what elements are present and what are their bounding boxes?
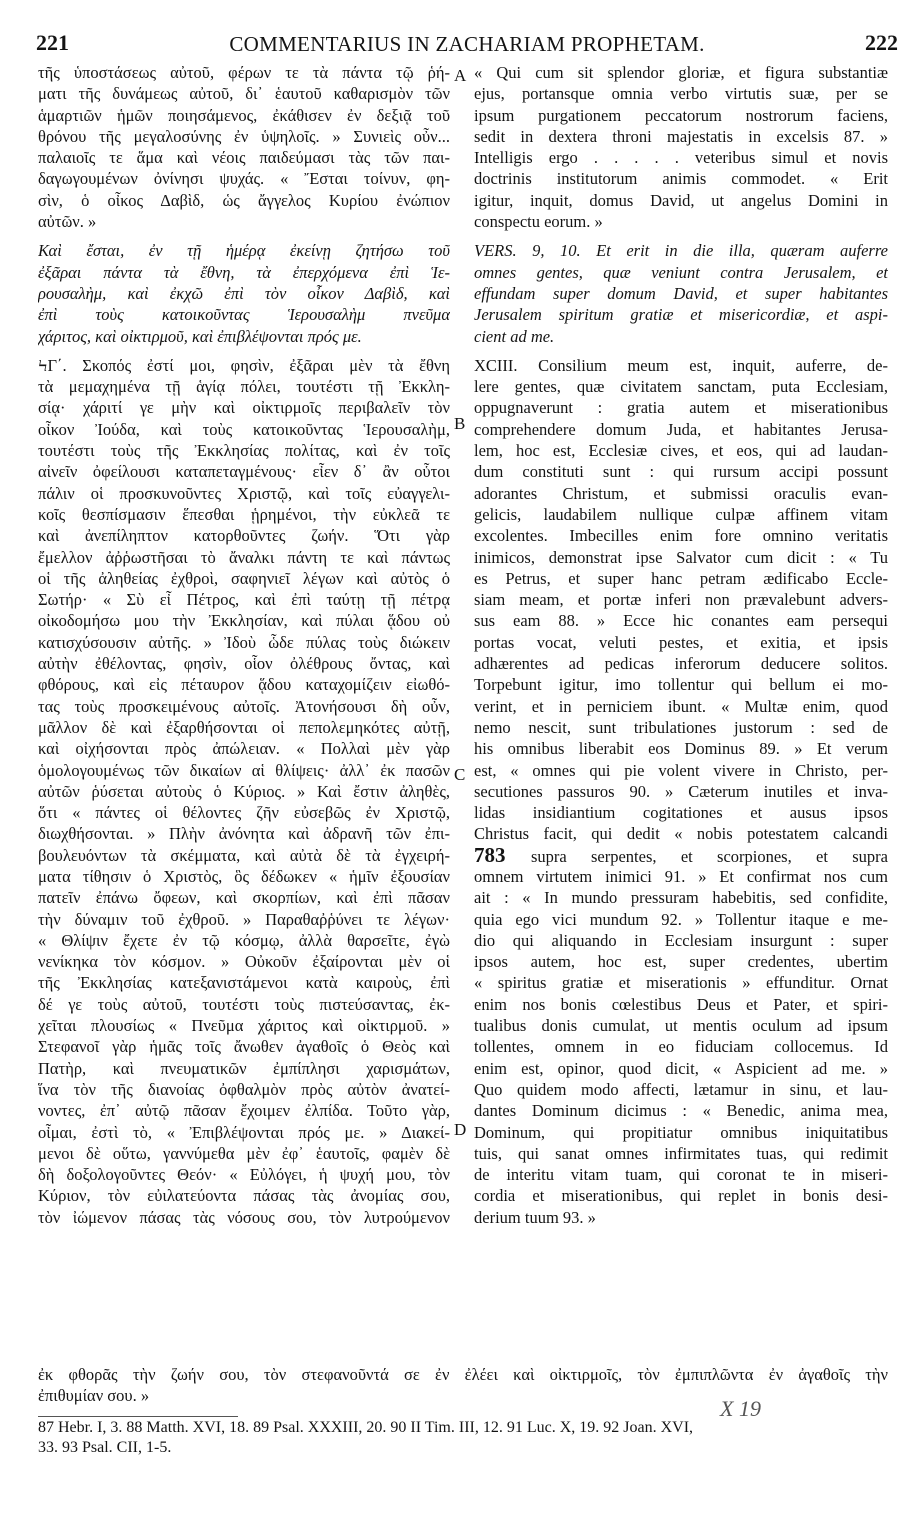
text-line: excolentes. Imbecilles enim fore omnino veritatis bbox=[474, 526, 888, 546]
text-line: « Θλίψιν ἔχετε ἐν τῷ κόσμῳ, ἀλλὰ θαρσεῖτε, ἐγὼ bbox=[38, 930, 450, 950]
text-line: adorantes Christum, et submissi oraculis evan- bbox=[474, 483, 888, 503]
text-line: οἰκοδομήσω μου τὴν Ἐκκλησίαν, καὶ πύλαι ᾅδου οὐ bbox=[38, 611, 450, 631]
text-line: Quo quidem modo affecti, lætamur in sinu, et lau- bbox=[474, 1079, 888, 1099]
text-line: lidas insidiantium cogitationes et ausus ipsos bbox=[474, 803, 888, 823]
text-line: ματα τίθησιν ὁ Χριστὸς, ὃς δέδωκεν « ἡμῖν ἐξουσίαν bbox=[38, 866, 450, 886]
text-line: Καὶ ἔσται, ἐν τῇ ἡμέρᾳ ἐκείνῃ ζητήσω τοῦ bbox=[38, 241, 450, 261]
text-line: siam meam, et portæ inferi non prævalebunt advers- bbox=[474, 590, 888, 610]
text-line: ἵνα τὸν τῆς διανοίας ὀφθαλμὸν πρὸς αὐτὸν ἀνατεί- bbox=[38, 1079, 450, 1099]
text-line: conspectu eorum. » bbox=[474, 212, 603, 232]
text-line: « Qui cum sit splendor gloriæ, et figura substantiæ bbox=[474, 63, 888, 82]
page-number-left: 221 bbox=[36, 30, 69, 55]
text-line: νοντες, ἐπ᾽ αὐτῷ πᾶσαν ἔχοιμεν ἐλπίδα. Τοῦτο γὰρ, bbox=[38, 1101, 450, 1121]
text-line: τὰ μεμαχημένα τῇ ἁγίᾳ πόλει, τουτέστι τῇ Ἐκκλη- bbox=[38, 377, 450, 397]
text-line: Σωτήρ· « Σὺ εἶ Πέτρος, καὶ ἐπὶ ταύτῃ τῇ πέτρᾳ bbox=[38, 590, 450, 610]
text-line: κατισχύσουσιν αὐτῆς. » Ἰδοὺ ὧδε πύλας τοὺς διώκειν bbox=[38, 632, 450, 652]
text-line: quia ego vici mundum 92. » Tollentur itaque e me- bbox=[474, 909, 888, 929]
text-line: διωχθήσονται. » Πλὴν ἀνόνητα καὶ ἀδρανῆ τῶν ἐπι- bbox=[38, 824, 450, 844]
text-line: ἔμελλον ἀῤῥωστῆσαι τὸ ἄναλκι πάντη τε καὶ πάντως bbox=[38, 547, 450, 567]
text-line: μᾶλλον δὲ καὶ ἐξαρθήσονται οἱ πεπολεμηκότες αὐτῇ, bbox=[38, 717, 450, 737]
text-line: οἱ τῆς ἀληθείας ἐχθροὶ, σαφηνιεῖ λέγων καὶ αὐτὸς ὁ bbox=[38, 568, 450, 588]
text-line: cient ad me. bbox=[474, 326, 555, 346]
text-line: καὶ οἰχήσονται πρὸς ἀπώλειαν. « Πολλαὶ μὲν γὰρ bbox=[38, 739, 450, 759]
text-line: ὅτι « πάντες οἱ θέλοντες ζῆν εὐσεβῶς ἐν Χριστῷ, bbox=[38, 803, 450, 823]
text-line: βουλευόντων τὰ σκέμματα, καὶ αὐτὰ δὲ τὰ ἐγχειρή- bbox=[38, 845, 450, 865]
text-line: σὶν, ὁ οἶκος Δαβὶδ, ὡς ἄγγελος Κυρίου ἐνώπιον bbox=[38, 190, 450, 210]
text-line: μενοι δὲ οὕτω, γαννύμεθα μὲν ἐφ᾽ ἑαυτοῖς, φαμὲν δὲ bbox=[38, 1143, 450, 1163]
text-line: ἐπιθυμίαν σου. » bbox=[38, 1386, 150, 1406]
text-line: dantes Dominum dicimus : « Benedic, anima mea, bbox=[474, 1101, 888, 1121]
text-line: θρόνου τῆς μεγαλοσύνης ἐν ὑψηλοῖς. » Συνιεὶς οὖν... bbox=[38, 126, 450, 146]
text-line: est, « omnes qui pie volent vivere in Christo, per- bbox=[474, 760, 888, 780]
text-line: οἶκον Ἰούδα, καὶ τοὺς κατοικοῦντας Ἱερουσαλὴμ, bbox=[38, 419, 450, 439]
footnote-line: 87 Hebr. I, 3. 88 Matth. XVI, 18. 89 Psal. XXXIII, 20. 90 II Tim. III, 12. 91 Luc. X, 19. 92 Joan. XVI, bbox=[38, 1419, 694, 1436]
text-line: ρουσαλὴμ, καὶ ἐκχῶ ἐπὶ τὸν οἶκον Δαβὶδ, καὶ bbox=[38, 283, 450, 303]
text-line: oppugnaverunt : gratia autem et miserationibus bbox=[474, 398, 888, 418]
text-line: φθόρους, καὶ εἰς πέταυρον ᾅδου καταχομίζειν εἰωθό- bbox=[38, 675, 450, 695]
text-line: Christus facit, qui dedit « nobis potestatem calcandi bbox=[474, 824, 888, 844]
text-line: καὶ ἀνεπίληπτον κατορθοῦντες ζωήν. Ὅτι γὰρ bbox=[38, 526, 450, 546]
margin-letter-b: B bbox=[454, 414, 466, 433]
text-line: inimicos, demonstrat ipse Salvator cum dicit : « Tu bbox=[474, 547, 888, 567]
text-line: ἁμαρτιῶν ἡμῶν ποιησάμενος, ἐκάθισεν ἐν δεξιᾷ τοῦ bbox=[38, 105, 450, 125]
text-line: secutiones passuros 90. » Cæterum inutiles et inva- bbox=[474, 781, 888, 801]
text-line: ejus, portansque omnia verbo virtutis suæ, per se bbox=[474, 84, 888, 104]
text-line: δαγωγουμένων ὀνίνησι ψυχάς. « Ἔσται τοίνυν, φη- bbox=[38, 169, 450, 189]
text-line: Στεφανοῖ γὰρ ἡμᾶς τοῖς ἄνωθεν ἀγαθοῖς ὁ Θεὸς καὶ bbox=[38, 1037, 450, 1057]
text-line: portas vocat, veluti pestes, et exitia, et ipsis bbox=[474, 632, 888, 652]
text-line: χεῖται πλουσίως « Πνεῦμα χάριτος καὶ οἰκτιρμοῦ. » bbox=[38, 1016, 450, 1036]
text-line: igitur, inquit, domus David, ut angelus Domini in bbox=[474, 190, 888, 210]
text-line: τὴν δύναμιν τοῦ ἐχθροῦ. » Παραθαῤῥύνει τε λέγων· bbox=[38, 909, 450, 929]
text-line: δὴ δοξολογοῦντες Θεόν· « Εὐλόγει, ἡ ψυχή μου, τὸν bbox=[38, 1165, 450, 1185]
text-line: τῆς Ἐκκλησίας κατεξανιστάμενοι κατὰ καιροὺς, ἐπὶ bbox=[38, 973, 450, 993]
page-number-right: 222 bbox=[865, 30, 898, 55]
text-line: Dominum, qui propitiatur omnibus iniquitatibus bbox=[474, 1122, 888, 1142]
text-line: gelicis, laudabilem nullique culpæ affinem vitam bbox=[474, 504, 888, 524]
text-line: derium tuum 93. » bbox=[474, 1207, 596, 1227]
text-line: Torpebunt igitur, imo tollentur qui bellum ei mo- bbox=[474, 675, 888, 695]
text-line: Jerusalem spiritum gratiæ et misericordiæ, et aspi- bbox=[474, 305, 888, 325]
text-line: ὁμολογουμένως τῶν δικαίων αἱ θλίψεις· ἀλλ᾽ ἐκ πασῶν bbox=[38, 760, 450, 780]
text-line: ἐκ φθορᾶς τὴν ζωήν σου, τὸν στεφανοῦντά σε ἐν ἐλέει καὶ οἰκτιρμοῖς, τὸν ἐμπιπλῶντα ἐν ἀγαθοῖς τὴν bbox=[38, 1365, 888, 1384]
text-line: τῆς ὑποστάσεως αὐτοῦ, φέρων τε τὰ πάντα τῷ ῥή- bbox=[38, 63, 450, 82]
latin-column bbox=[474, 62, 888, 1228]
text-line: παλαιοῖς τε ἅμα καὶ νέοις παιδεύμασι τὰς τῶν παι- bbox=[38, 148, 450, 168]
footnote-line: 33. 93 Psal. CII, 1-5. bbox=[38, 1439, 172, 1456]
text-line: doctrinis institutorum animis commodet. « Erit bbox=[474, 169, 888, 189]
text-line: sus eam 88. » Ecce hic conantes eam persequi bbox=[474, 611, 888, 631]
text-line: ἐξᾶραι πάντα τὰ ἔθνη, τὰ ἐπερχόμενα ἐπὶ Ἱε- bbox=[38, 262, 450, 282]
text-line: σίᾳ· χάριτί γε μὴν καὶ οἰκτιρμοῖς περιβαλεῖν τὸν bbox=[38, 398, 450, 418]
paragraph-gap bbox=[474, 232, 888, 240]
text-line: XCIII. Consilium meum est, inquit, auferre, de- bbox=[474, 355, 888, 375]
text-line: αὐτῶν ῥύσεται αὐτοὺς ὁ Κύριος. » Καὶ ἔστιν ἀληθὲς, bbox=[38, 781, 450, 801]
text-line: αὐτῶν. » bbox=[38, 212, 97, 232]
text-line: effundam super domum David, et super habitantes bbox=[474, 283, 888, 303]
text-line: tualibus donis cumulat, ut mentis oculum ad ipsum bbox=[474, 1016, 888, 1036]
text-line: δέ γε τοὺς αὐτοῦ, τουτέστι τοὺς πιστεύσαντας, ἐκ- bbox=[38, 994, 450, 1014]
margin-letter-a: A bbox=[454, 66, 467, 85]
text-line: adhærentes ad pedicas inferorum deducere solitos. bbox=[474, 654, 888, 674]
text-line: Κύριον, τὸν εὐιλατεύοντα πάσας τὰς ἀνομίας σου, bbox=[38, 1186, 450, 1206]
text-line: es Petrus, et super hanc petram ædificabo Eccle- bbox=[474, 568, 888, 588]
page-header bbox=[36, 30, 898, 60]
running-title: COMMENTARIUS IN ZACHARIAM PROPHETAM. bbox=[229, 32, 705, 56]
text-line: de interitu vitam tuam, qui coronat te in miseri- bbox=[474, 1165, 888, 1185]
footnote-rule bbox=[38, 1416, 238, 1417]
text-line: ipsos autem, hoc est, super credentes, ubertim bbox=[474, 952, 888, 972]
text-line: his omnibus liberabit eos Dominus 89. » Et verum bbox=[474, 739, 888, 759]
text-line: enim est, opinor, quod dicit, « Aspicient ad me. » bbox=[474, 1058, 888, 1078]
text-line: comprehendere domum Juda, et habitantes Jerusa- bbox=[474, 419, 888, 439]
text-line: Intelligis ergo . . . . . veteribus simul et novis bbox=[474, 148, 888, 168]
text-line: τὸν ἰώμενον πάσας τὰς νόσους σου, τὸν λυτρούμενον bbox=[38, 1207, 450, 1227]
text-line: αὐτὴν ἐθέλοντας, φησὶν, οἷον ὀλέθρους ὄντας, καὶ bbox=[38, 654, 450, 674]
text-line: κοῖς θεσπίσμασιν ἕπεσθαι ᾑρημένοι, τὴν εὐκλεᾶ τε bbox=[38, 504, 450, 524]
column-number: 783 bbox=[474, 844, 531, 866]
text-line: cordia et miserationibus, qui replet in bonis desi- bbox=[474, 1186, 888, 1206]
text-line: χάριτος, καὶ οἰκτιρμοῦ, καὶ ἐπιβλέψονται πρός με. bbox=[38, 326, 362, 346]
text-line: τας τοὺς προσκειμένους αὐτοῖς. Ἀτονήσουσι δὴ οὖν, bbox=[38, 696, 450, 716]
text-line: πατεῖν ἐπάνω ὄφεων, καὶ σκορπίων, καὶ ἐπὶ πᾶσαν bbox=[38, 888, 450, 908]
margin-letter-d: D bbox=[454, 1120, 467, 1139]
text-line: omnes gentes, quæ veniunt contra Jerusalem, et bbox=[474, 262, 888, 282]
handwritten-mark: X 19 bbox=[720, 1396, 761, 1421]
text-line: πάλιν οἱ προσκυνοῦντες Χριστῷ, καὶ τοῖς εὐαγγελι- bbox=[38, 483, 450, 503]
text-line: tollentes, omnem in eo fiduciam collocemus. Id bbox=[474, 1037, 888, 1057]
text-line: omnem virtutem inimici 91. » Et confirmat nos cum bbox=[474, 866, 888, 886]
greek-column bbox=[38, 62, 450, 1228]
text-line: dum constituti sunt : qui rursum accipi possunt bbox=[474, 462, 888, 482]
text-line: verint, et in perniciem ibunt. « Multæ enim, quod bbox=[474, 696, 888, 716]
text-line: dio qui aliquando in Ecclesiam insurgunt : super bbox=[474, 930, 888, 950]
text-line: « spiritus gratiæ et miserationis » effunditur. Ornat bbox=[474, 973, 888, 993]
text-line: ipsum purgationem peccatorum nostrorum faciens, bbox=[474, 105, 888, 125]
text-line: 783 supra serpentes, et scorpiones, et supra bbox=[474, 844, 888, 866]
text-line: ἐπὶ τοὺς κατοικοῦντας Ἱερουσαλὴμ πνεῦμα bbox=[38, 305, 450, 325]
text-line: οἶμαι, ἐστὶ τὸ, « Ἐπιβλέψονται πρός με. » Διακεί- bbox=[38, 1122, 450, 1142]
text-line: nemo nescit, sunt tribulationes justorum : sed de bbox=[474, 717, 888, 737]
text-line: lere gentes, quæ civitatem sanctam, puta Ecclesiam, bbox=[474, 377, 888, 397]
paragraph-gap bbox=[38, 347, 450, 355]
paragraph-gap bbox=[474, 347, 888, 355]
paragraph-gap bbox=[38, 232, 450, 240]
text-line: sedit in dextera throni majestatis in excelsis 87. » bbox=[474, 126, 888, 146]
text-line: Πατὴρ, καὶ πνευματικῶν ἐμπίπλησι χαρισμάτων, bbox=[38, 1058, 450, 1078]
text-line: ait : « In mundo pressuram habebitis, sed confidite, bbox=[474, 888, 888, 908]
text-line: ϞΓ΄. Σκοπός ἐστί μοι, φησὶν, ἐξᾶραι μὲν τὰ ἔθνη bbox=[38, 355, 450, 375]
text-line: enim nos bonis cœlestibus Deus et Pater, et spiri- bbox=[474, 994, 888, 1014]
footnotes bbox=[38, 1418, 888, 1458]
text-line: lem, hoc est, Ecclesiæ cives, et eos, qui ad laudan- bbox=[474, 441, 888, 461]
text-line: τουτέστι τοὺς τῆς Ἐκκλησίας πολίτας, καὶ ἐν τοῖς bbox=[38, 441, 450, 461]
text-line: ματι τῆς δυνάμεως αὐτοῦ, δι᾽ ἑαυτοῦ καθαρισμὸν τῶν bbox=[38, 84, 450, 104]
text-line: νενίκηκα τὸν κόσμον. » Οὐκοῦν ἐξαίρονται μὲν οἱ bbox=[38, 952, 450, 972]
margin-letter-c: C bbox=[454, 765, 466, 784]
text-line: VERS. 9, 10. Et erit in die illa, quæram auferre bbox=[474, 241, 888, 261]
text-line: αἰνεῖν ὀφείλουσι καταπεταγμένους· εἶεν δ᾽ ἂν οὗτοι bbox=[38, 462, 450, 482]
text-line: tuis, qui sanat omnes infirmitates tuas, qui redimit bbox=[474, 1143, 888, 1163]
